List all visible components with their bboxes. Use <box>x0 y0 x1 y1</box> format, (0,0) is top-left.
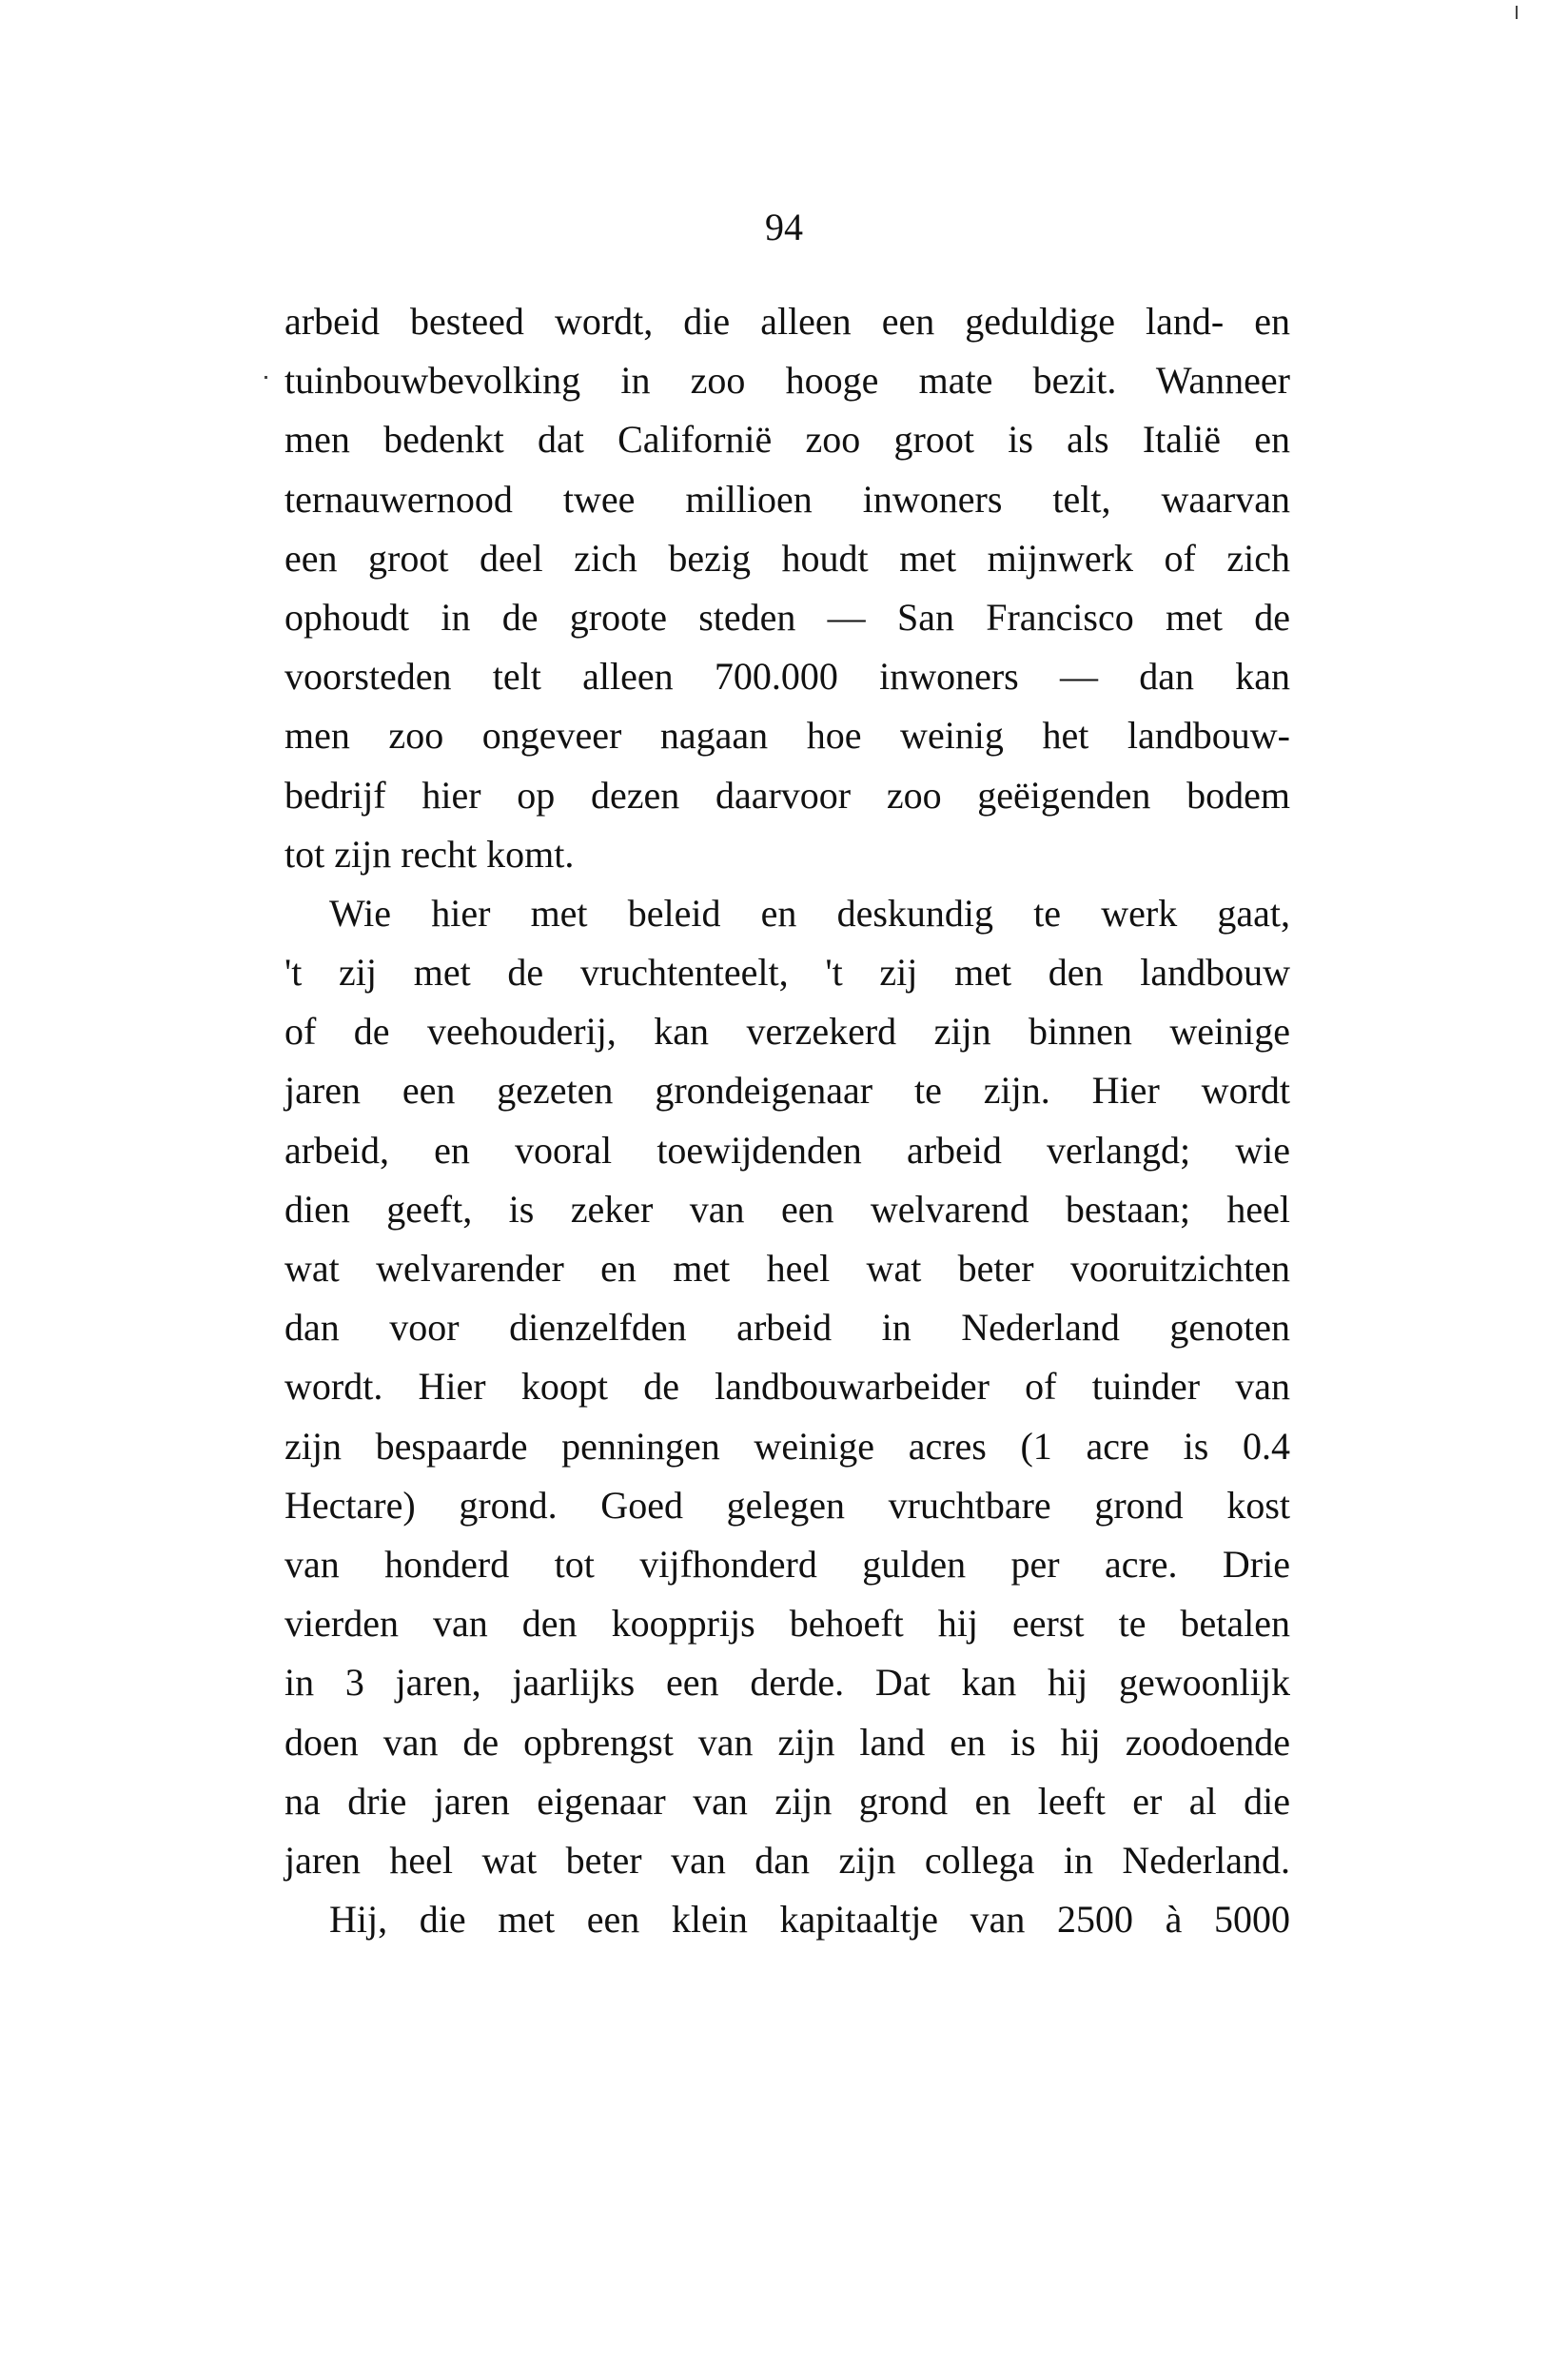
text-line: dien geeft, is zeker van een welvarend bestaan; heel <box>284 1187 1290 1231</box>
text-line: of de veehouderij, kan verzekerd zijn binnen weinige <box>284 1010 1290 1054</box>
body-text <box>284 292 1290 1949</box>
text-line: bedrijf hier op dezen daarvoor zoo geëigenden bodem <box>284 773 1290 817</box>
text-line: ternauwernood twee millioen inwoners telt, waarvan <box>284 477 1290 521</box>
text-line: 't zij met de vruchtenteelt, 't zij met den landbouw <box>284 951 1290 995</box>
text-line: zijn bespaarde penningen weinige acres (1 acre is 0.4 <box>284 1424 1290 1468</box>
page-number: 94 <box>765 206 803 248</box>
text-line: jaren een gezeten grondeigenaar te zijn. Hier wordt <box>284 1069 1290 1113</box>
text-line: van honderd tot vijfhonderd gulden per acre. Drie <box>284 1542 1290 1586</box>
text-line: na drie jaren eigenaar van zijn grond en leeft er al die <box>284 1779 1290 1823</box>
text-line: jaren heel wat beter van dan zijn collega in Nederland. <box>284 1838 1290 1882</box>
text-line: tot zijn recht komt. <box>284 832 575 876</box>
text-line: in 3 jaren, jaarlijks een derde. Dat kan hij gewoonlijk <box>284 1661 1290 1705</box>
text-line: doen van de opbrengst van zijn land en is hij zoodoende <box>284 1720 1290 1764</box>
paragraph <box>284 292 1290 884</box>
text-line: wordt. Hier koopt de landbouwarbeider of tuinder van <box>284 1365 1290 1409</box>
scan-speck <box>1516 6 1518 19</box>
text-line: men zoo ongeveer nagaan hoe weinig het landbouw- <box>284 714 1290 758</box>
text-line: Hectare) grond. Goed gelegen vruchtbare grond kost <box>284 1483 1290 1527</box>
text-line: dan voor dienzelfden arbeid in Nederland genoten <box>284 1306 1290 1350</box>
text-line: tuinbouwbevolking in zoo hooge mate bezit. Wanneer <box>284 359 1290 403</box>
text-line: voorsteden telt alleen 700.000 inwoners — dan kan <box>284 655 1290 699</box>
text-line: Hij, die met een klein kapitaaltje van 2500 à 5000 <box>329 1898 1290 1942</box>
text-line: arbeid, en vooral toewijdenden arbeid verlangd; wie <box>284 1128 1290 1172</box>
paragraph <box>284 884 1290 1890</box>
paragraph <box>284 1890 1290 1949</box>
text-line: wat welvarender en met heel wat beter vooruitzichten <box>284 1247 1290 1290</box>
text-line: ophoudt in de groote steden — San Francisco met de <box>284 595 1290 639</box>
text-line: Wie hier met beleid en deskundig te werk gaat, <box>329 891 1290 935</box>
text-line: men bedenkt dat Californië zoo groot is als Italië en <box>284 418 1290 462</box>
scan-speck <box>265 376 267 379</box>
text-line: vierden van den koopprijs behoeft hij eerst te betalen <box>284 1602 1290 1646</box>
text-line: een groot deel zich bezig houdt met mijnwerk of zich <box>284 536 1290 580</box>
text-line: arbeid besteed wordt, die alleen een geduldige land- en <box>284 300 1290 343</box>
